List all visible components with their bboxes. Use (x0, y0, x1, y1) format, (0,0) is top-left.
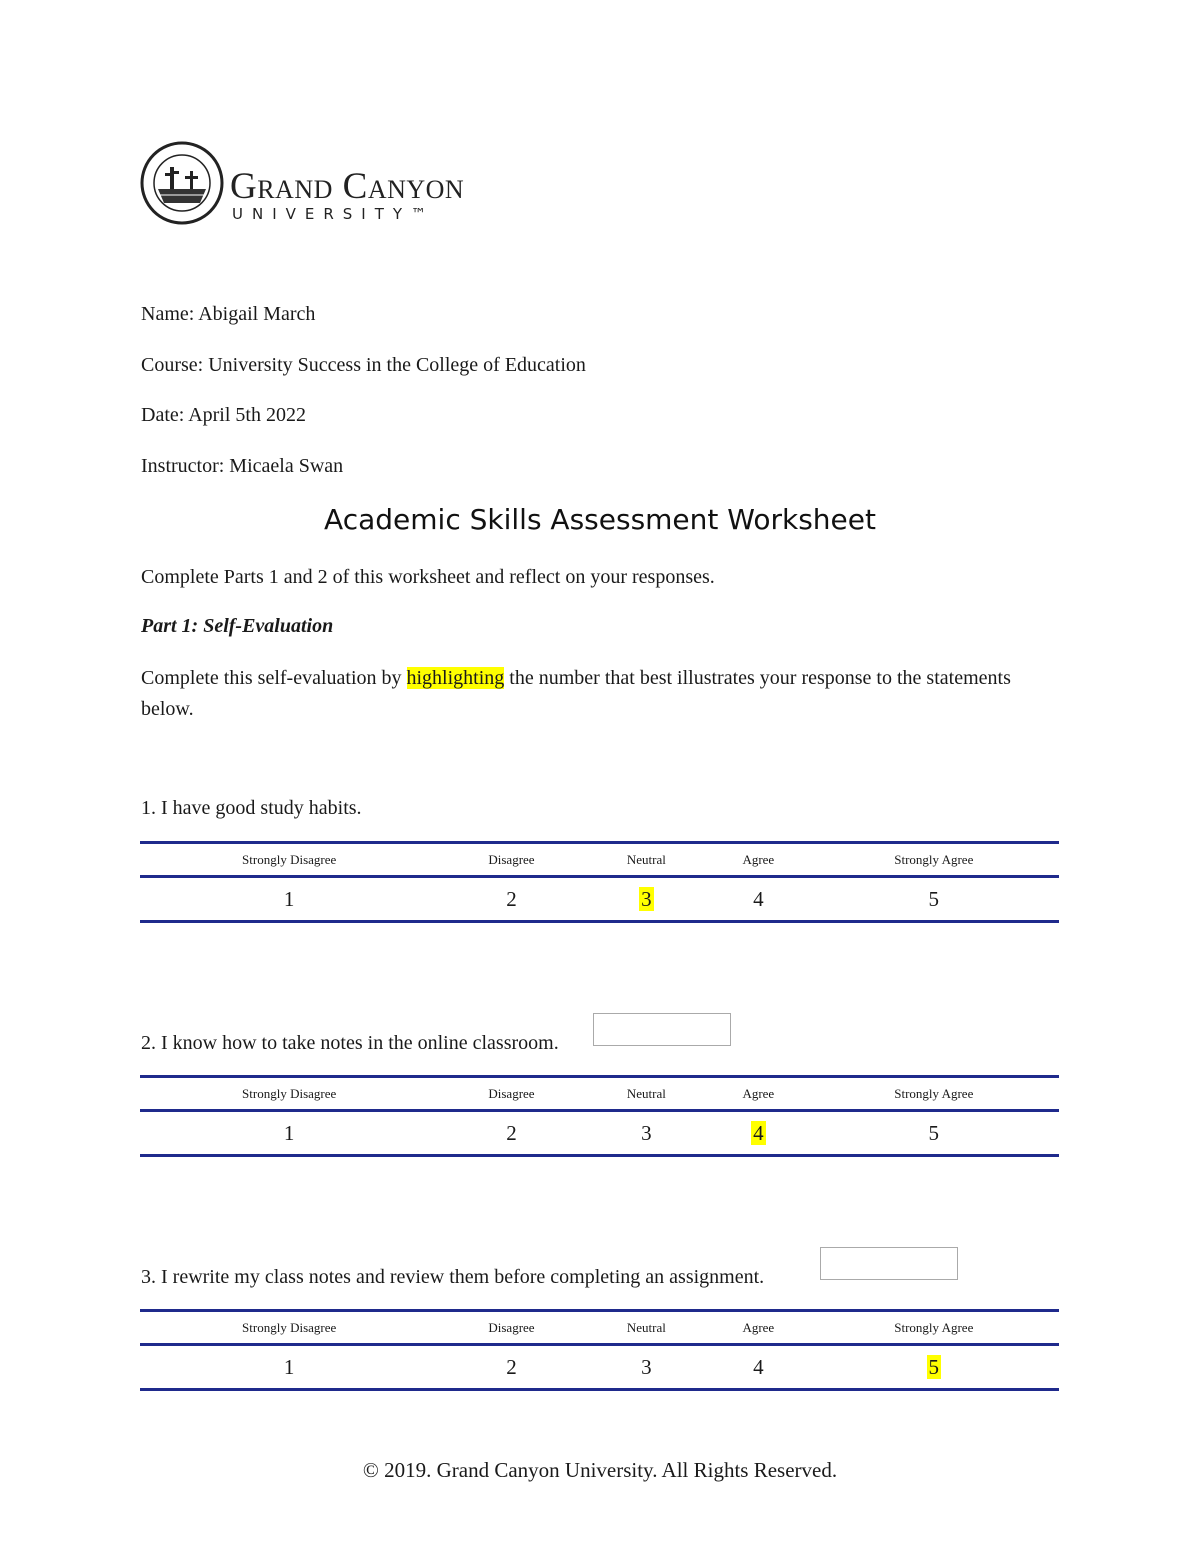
question-2: 2. I know how to take notes in the online classroom. (141, 1032, 559, 1054)
page-title: Academic Skills Assessment Worksheet (324, 503, 876, 536)
answer-box-2[interactable] (593, 1013, 731, 1046)
rating-option[interactable] (585, 1345, 708, 1390)
rating-option[interactable] (708, 877, 809, 922)
scale-label: Neutral (585, 843, 708, 877)
rating-option[interactable] (809, 1111, 1059, 1156)
scale-label: Disagree (438, 1311, 584, 1345)
instructions-before: Complete this self-evaluation by (141, 667, 407, 689)
rating-value: 2 (506, 1120, 517, 1145)
rating-option[interactable] (438, 1345, 584, 1390)
intro-text: Complete Parts 1 and 2 of this worksheet and reflect on your responses. (141, 566, 715, 588)
rating-option[interactable] (585, 1111, 708, 1156)
rating-option[interactable] (438, 877, 584, 922)
rating-value: 5 (928, 1120, 940, 1145)
scale-label: Disagree (438, 843, 584, 877)
scale-label: Disagree (438, 1077, 584, 1111)
rating-value: 2 (506, 1354, 517, 1379)
scale-value-row (140, 877, 1059, 922)
date: Date: April 5th 2022 (141, 404, 306, 426)
scale-header-row (140, 1077, 1059, 1111)
rating-option[interactable] (708, 1111, 809, 1156)
scale-label: Agree (708, 843, 809, 877)
scale-label: Strongly Disagree (140, 1077, 438, 1111)
scale-label: Agree (708, 1311, 809, 1345)
rating-option[interactable] (140, 1111, 438, 1156)
rating-option[interactable] (708, 1345, 809, 1390)
instructions-highlight: highlighting (406, 667, 505, 689)
rating-value: 5 (928, 886, 940, 911)
scale-label: Strongly Agree (809, 843, 1059, 877)
rating-value: 4 (753, 1354, 764, 1379)
rating-value-selected: 4 (753, 1120, 764, 1145)
scale-label: Agree (708, 1077, 809, 1111)
rating-value: 1 (283, 1354, 295, 1379)
rating-scale-2 (140, 1075, 1059, 1157)
rating-value: 4 (753, 886, 764, 911)
student-name: Name: Abigail March (141, 303, 316, 325)
rating-value-selected: 5 (928, 1354, 940, 1379)
rating-option[interactable] (585, 877, 708, 922)
logo-subtitle: UNIVERSITY™ (232, 205, 436, 223)
rating-option[interactable] (809, 877, 1059, 922)
rating-scale-3 (140, 1309, 1059, 1391)
rating-scale-1 (140, 841, 1059, 923)
rating-option[interactable] (140, 1345, 438, 1390)
part1-heading: Part 1: Self-Evaluation (141, 615, 334, 637)
rating-value: 1 (283, 886, 295, 911)
scale-header-row (140, 1311, 1059, 1345)
scale-label: Strongly Disagree (140, 1311, 438, 1345)
question-3: 3. I rewrite my class notes and review them before completing an assignment. (141, 1266, 765, 1288)
copyright-footer: © 2019. Grand Canyon University. All Rights Reserved. (362, 1458, 838, 1482)
logo-name: Grand Canyon (230, 166, 465, 207)
scale-label: Strongly Disagree (140, 843, 438, 877)
scale-value-row (140, 1345, 1059, 1390)
part1-instructions (141, 663, 1041, 725)
answer-box-3[interactable] (820, 1247, 958, 1280)
rating-option[interactable] (809, 1345, 1059, 1390)
scale-value-row (140, 1111, 1059, 1156)
question-1: 1. I have good study habits. (141, 797, 362, 819)
instructor: Instructor: Micaela Swan (141, 455, 344, 477)
scale-label: Neutral (585, 1077, 708, 1111)
university-seal-icon (140, 141, 224, 225)
scale-label: Neutral (585, 1311, 708, 1345)
scale-label: Strongly Agree (809, 1077, 1059, 1111)
rating-option[interactable] (438, 1111, 584, 1156)
scale-header-row (140, 843, 1059, 877)
course-name: Course: University Success in the College of Education (141, 354, 586, 376)
rating-value: 3 (641, 1354, 652, 1379)
rating-value: 1 (283, 1120, 295, 1145)
rating-value: 2 (506, 886, 517, 911)
university-logo (140, 141, 520, 227)
rating-value-selected: 3 (641, 886, 652, 911)
rating-value: 3 (641, 1120, 652, 1145)
rating-option[interactable] (140, 877, 438, 922)
instructions-after: the number that best illustrates your response to the statements below. (141, 667, 1011, 720)
scale-label: Strongly Agree (809, 1311, 1059, 1345)
